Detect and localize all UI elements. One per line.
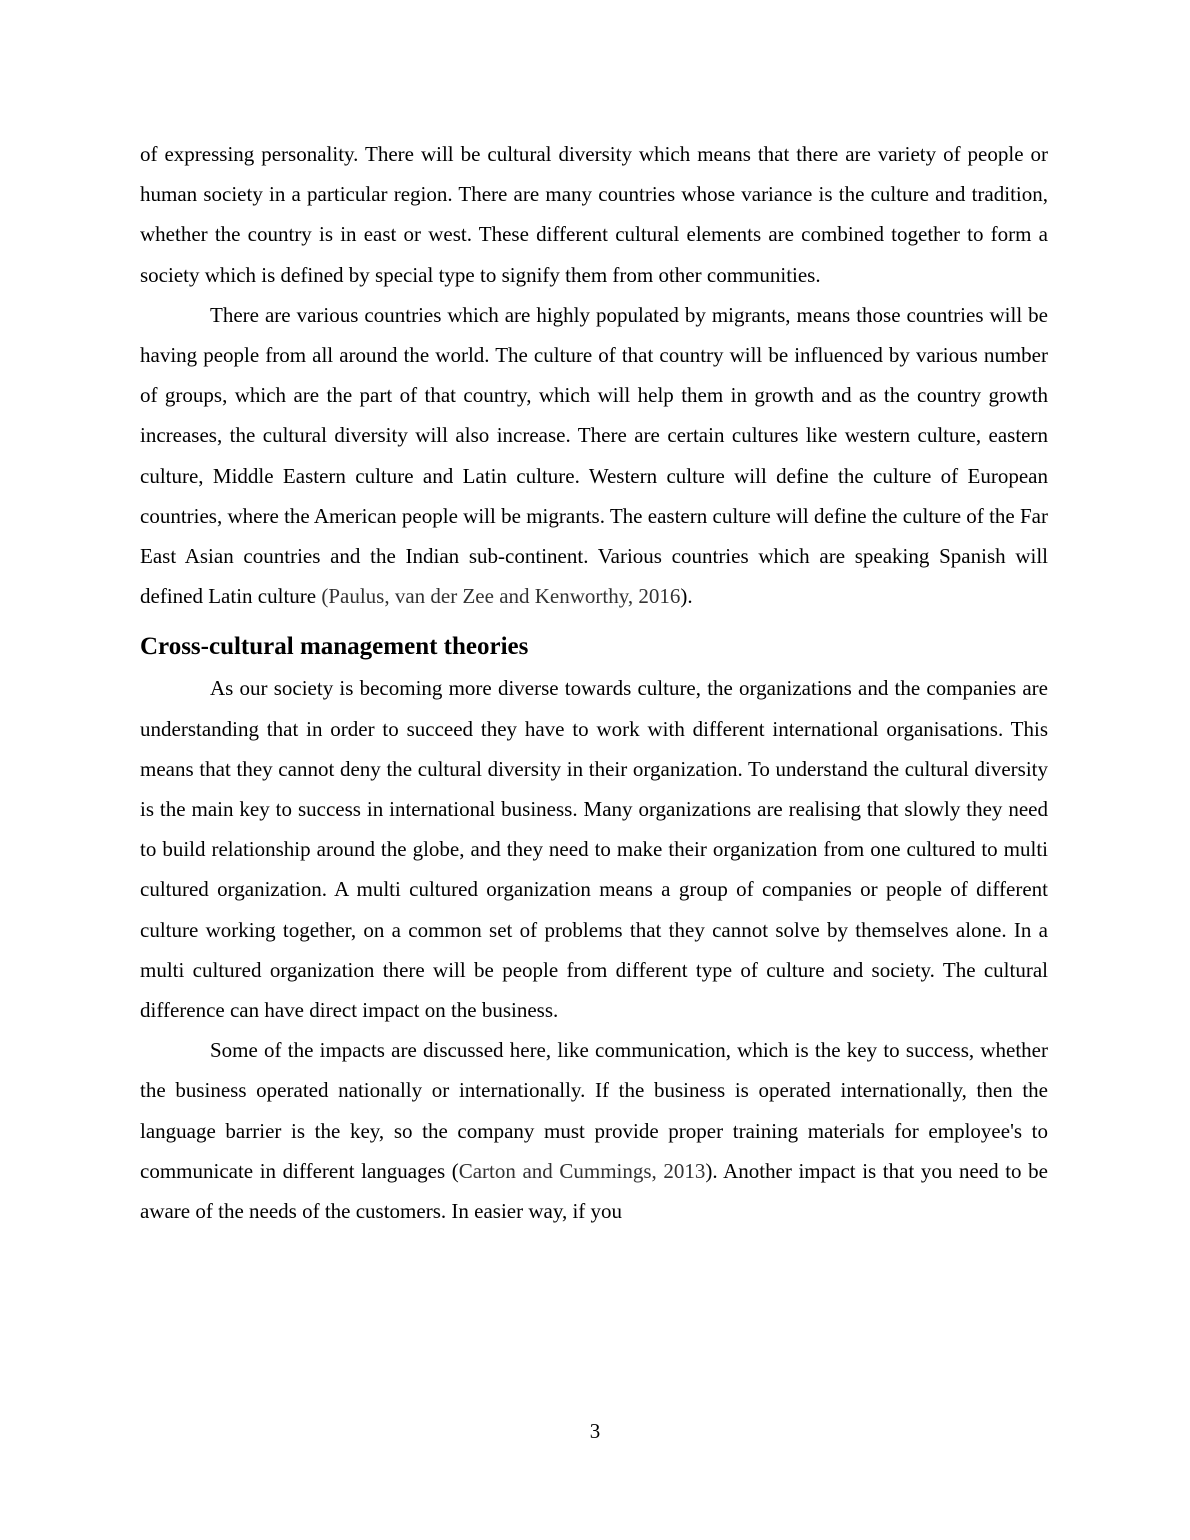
section-heading: Cross-cultural management theories [140, 633, 529, 661]
paragraph-text: of expressing personality. There will be cultural diversity which means that there are variety of people or human society in a particular region. There are many countries whose variance is the culture and tradition, whether the country is in east or west. These different cultural elements are combined together to form a society which is defined by special type to signify them from other communities. [140, 142, 1048, 287]
paragraph-text: As our society is becoming more diverse towards culture, the organizations and the companies are understanding that in order to succeed they have to work with different international organisations. This means that they cannot deny the cultural diversity in their organization. To understand the cultural diversity is the main key to success in international business. Many organizations are realising that slowly they need to build relationship around the globe, and they need to make their organization from one cultured to multi cultured organization. A multi cultured organization means a group of companies or people of different culture working together, on a common set of problems that they cannot solve by themselves alone. In a multi cultured organization there will be people from different type of culture and society. The cultural difference can have direct impact on the business. [140, 676, 1048, 1023]
paragraph-impacts [140, 1030, 1048, 1231]
paragraph-text: ). Another impact is that you need to be aware of the needs of the customers. In easier way, if you [140, 1158, 1048, 1224]
paragraph-continuation [140, 134, 1048, 295]
citation: Carton and Cummings, 2013 [458, 1158, 706, 1183]
page-content [140, 134, 1048, 1231]
paragraph-end: ). [680, 584, 693, 609]
paragraph-diverse-society [140, 668, 1048, 1030]
paragraph-migrant-countries [140, 295, 1048, 617]
paragraph-text: There are various countries which are highly populated by migrants, means those countries will be having people from all around the world. The culture of that country will be influenced by various number of groups, which are the part of that country, which will help them in growth and as the country growth increases, the cultural diversity will also increase. There are certain cultures like western culture, eastern culture, Middle Eastern culture and Latin culture. Western culture will define the culture of European countries, where the American people will be migrants. The eastern culture will define the culture of the Far East Asian countries and the Indian sub-continent. Various countries which are speaking Spanish will defined Latin culture [140, 302, 1048, 609]
page-number: 3 [589, 1419, 601, 1443]
citation: (Paulus, van der Zee and Kenworthy, 2016 [321, 584, 681, 609]
paragraph-text: Some of the impacts are discussed here, like communication, which is the key to success, whether the business operated nationally or internationally. If the business is operated internationally, then the language barrier is the key, so the company must provide proper training materials for employee's to communicate in different languages ( [140, 1038, 1048, 1183]
